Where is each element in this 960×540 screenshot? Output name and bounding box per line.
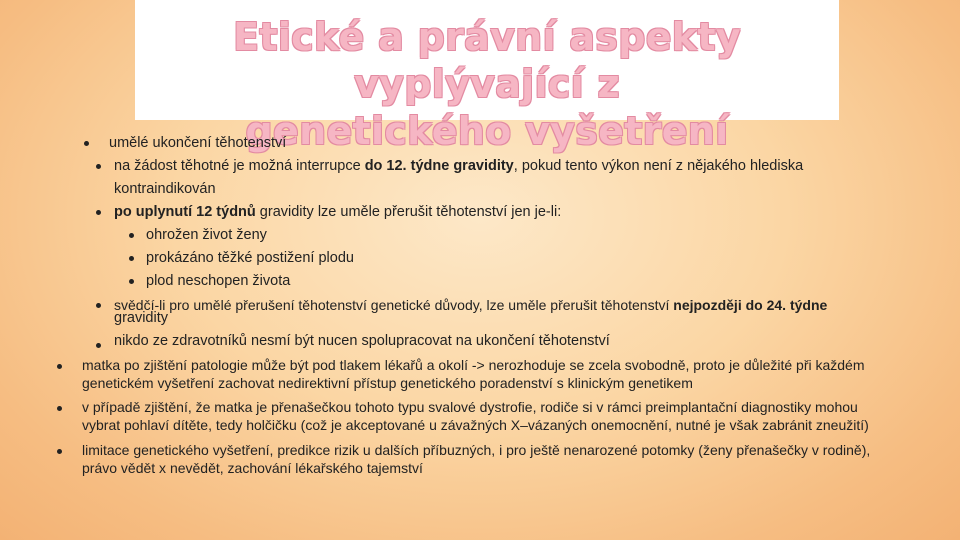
bullet-dot	[57, 364, 62, 369]
list-item: matka po zjištění patologie může být pod tlakem lékařů a okolí -> nerozhoduje se zcela svobodně, proto je důležité při každém	[82, 357, 865, 373]
bullet-dot	[96, 303, 101, 308]
list-item: ohrožen život ženy	[146, 227, 267, 243]
list-item-continuation: vybrat pohlaví dítěte, tedy holčičku (což je akceptované u závažných X–vázaných onemocnění, nutné je však zabránit zneužití)	[82, 417, 869, 433]
list-item: umělé ukončení těhotenství	[109, 135, 287, 151]
list-item: po uplynutí 12 týdnů gravidity lze uměle přerušit těhotenství jen je-li:	[114, 204, 562, 220]
bullet-dot	[57, 406, 62, 411]
bullet-dot	[129, 233, 134, 238]
bullet-dot	[129, 256, 134, 261]
list-item: nikdo ze zdravotníků nesmí být nucen spolupracovat na ukončení těhotenství	[114, 333, 610, 349]
title-line-1: Etické a právní aspekty vyplývající z	[233, 15, 741, 106]
list-item-continuation: právo vědět x nevědět, zachování lékařského tajemství	[82, 460, 423, 476]
bullet-dot	[84, 141, 89, 146]
bullet-dot	[57, 449, 62, 454]
title-line-2: genetického vyšetření	[245, 109, 729, 153]
list-item: prokázáno těžké postižení plodu	[146, 250, 354, 266]
list-item-continuation: kontraindikován	[114, 181, 216, 197]
list-item-continuation: gravidity	[114, 310, 168, 326]
list-item: na žádost těhotné je možná interrupce do 12. týdne gravidity, pokud tento výkon není z nějakého hlediska	[114, 158, 804, 174]
bullet-dot	[129, 279, 134, 284]
list-item: limitace genetického vyšetření, predikce rizik u dalších příbuzných, i pro ještě nenarozené potomky (ženy přenašečky v rodině),	[82, 442, 871, 458]
bullet-dot	[96, 210, 101, 215]
bullet-dot	[96, 343, 101, 348]
list-item: svědčí-li pro umělé přerušení těhotenství genetické důvody, lze uměle přerušit těhotenství nejpozději do 24. týdne	[114, 297, 828, 313]
bullet-dot	[96, 164, 101, 169]
list-item: plod neschopen života	[146, 273, 291, 289]
list-item-continuation: genetickém vyšetření zachovat nedirektivní přístup genetického poradenství s klinickým genetikem	[82, 375, 693, 391]
list-item: v případě zjištění, že matka je přenašečkou tohoto typu svalové dystrofie, rodiče si v rámci preimplantační diagnostiky mohou	[82, 399, 858, 415]
